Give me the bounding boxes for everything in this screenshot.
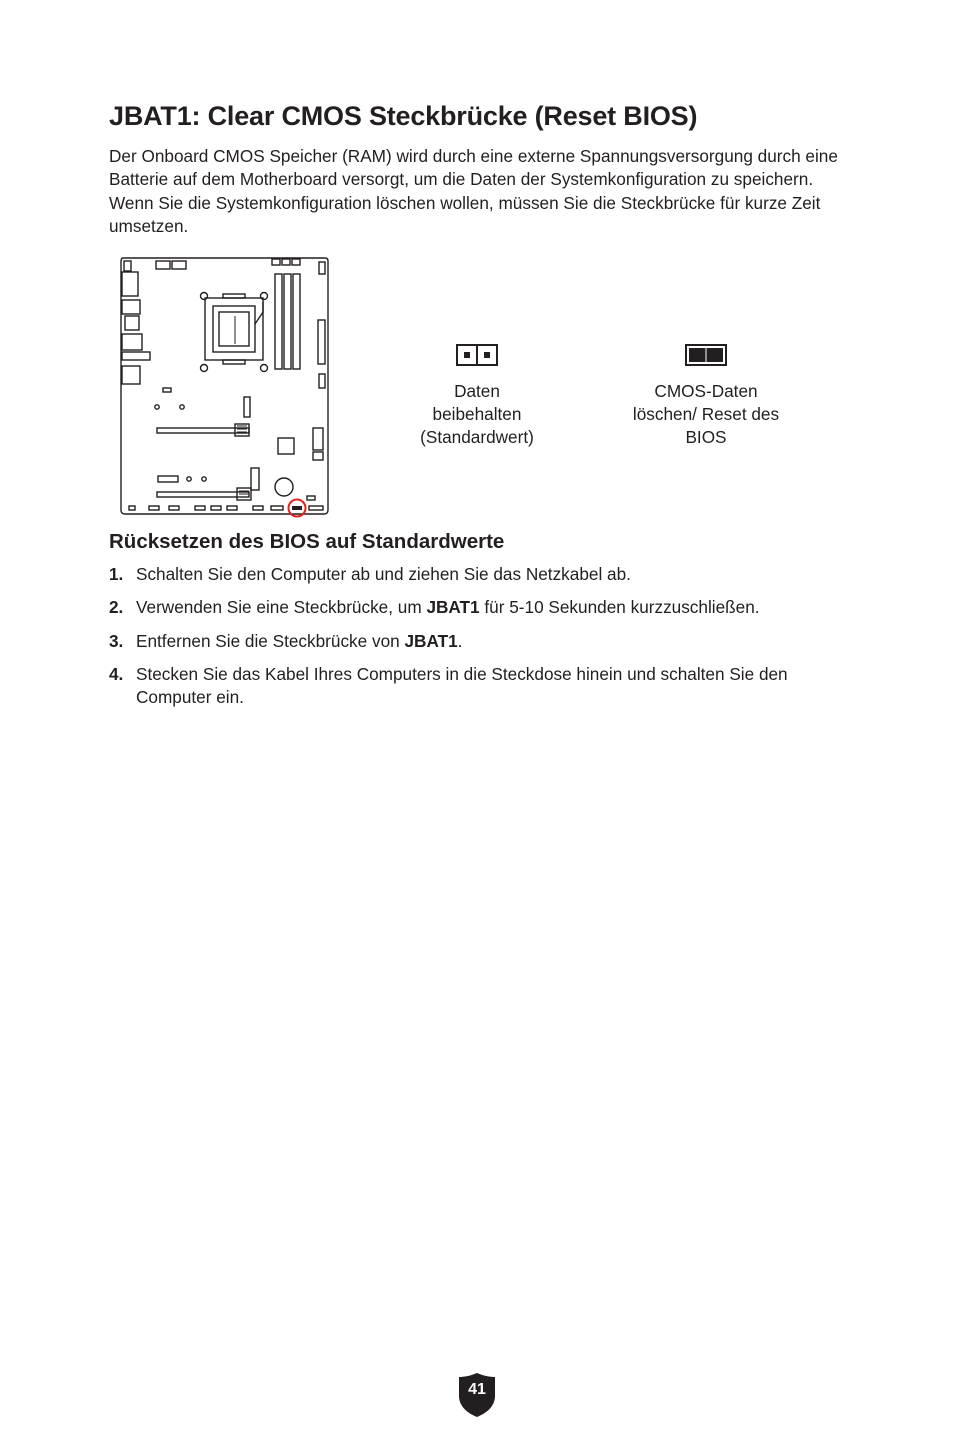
intro-paragraph: Der Onboard CMOS Speicher (RAM) wird durch eine externe Spannungsversorgung durch eine Batterie auf dem Motherboard versorgt, um die Daten der Systemkonfiguration zu speichern. Wenn Sie die Systemkonfiguration löschen wollen, müssen Sie die Steckbrücke für kurze Zeit umsetzen.	[109, 146, 838, 236]
step-number: 1.	[109, 564, 124, 584]
step-text: Verwenden Sie eine Steckbrücke, um	[136, 597, 427, 618]
jumper-clear-label-3: BIOS	[685, 427, 727, 447]
page-number: 41	[468, 1381, 486, 1398]
jumper-shorted-icon	[685, 344, 727, 366]
jumper-open-icon	[456, 344, 498, 366]
jbat1-header	[292, 506, 302, 510]
step-keyword: JBAT1	[426, 597, 480, 618]
step-text: Entfernen Sie die Steckbrücke von	[136, 630, 405, 651]
step-text: .	[457, 630, 463, 651]
jumper-clear-label-1: CMOS-Daten	[654, 381, 758, 401]
jumper-keep-data	[402, 344, 552, 449]
step-text: Stecken Sie das Kabel Ihres Computers in die Steckdose hinein und schalten Sie den Computer ein.	[136, 663, 788, 708]
step-text: Schalten Sie den Computer ab und ziehen Sie das Netzkabel ab.	[136, 564, 631, 584]
page-title: JBAT1: Clear CMOS Steckbrücke (Reset BIOS)	[109, 101, 698, 131]
step-item	[109, 596, 849, 619]
step-item	[109, 563, 849, 586]
jumper-keep-label-3: (Standardwert)	[420, 427, 534, 447]
step-item	[109, 630, 849, 653]
step-number: 3.	[109, 630, 124, 651]
step-item	[109, 663, 849, 710]
step-number: 2.	[109, 597, 124, 618]
jumper-clear-label-2: löschen/ Reset des	[632, 404, 780, 424]
motherboard-diagram	[115, 254, 335, 520]
procedure-steps	[109, 563, 849, 719]
jumper-keep-label-2: beibehalten	[432, 404, 522, 424]
step-text: für 5-10 Sekunden kurzzuschließen.	[479, 597, 760, 618]
jumper-keep-label-1: Daten	[454, 381, 500, 401]
step-keyword: JBAT1	[404, 630, 458, 651]
page-number-badge	[458, 1372, 496, 1418]
procedure-title: Rücksetzen des BIOS auf Standardwerte	[109, 530, 505, 553]
jumper-clear-cmos	[611, 344, 801, 449]
step-number: 4.	[109, 663, 124, 684]
